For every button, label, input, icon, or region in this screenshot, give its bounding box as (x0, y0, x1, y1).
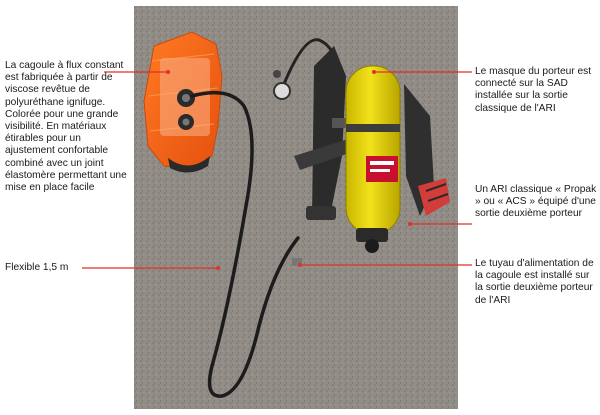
annotation-flexible: Flexible 1,5 m (5, 262, 69, 273)
breathing-apparatus-photo (134, 6, 458, 409)
annotation-cagoule: La cagoule à flux constant est fabriquée à partir de viscose revêtue de polyuréthane ignifuge. Colorée pour une grande visibilité. En matériaux étirables pour un ajustement confortable combiné avec un joint élastomère permettant une mise en place facile (5, 60, 127, 194)
regulator-block (306, 206, 336, 220)
air-cylinder (346, 66, 400, 253)
second-outlet-coupling (292, 258, 302, 266)
cylinder-valve-icon (365, 239, 379, 253)
annotation-tuyau: Le tuyau d'alimentation de la cagoule est installé sur la sortie deuxième porteur de l'ARI (475, 258, 594, 306)
annotation-masque: Le masque du porteur est connecté sur la SAD installée sur la sortie classique de l'ARI (475, 66, 592, 114)
annotation-ari: Un ARI classique « Propak » ou « ACS » équipé d'une sortie deuxième porteur (475, 184, 597, 220)
orange-hood (144, 32, 222, 173)
pressure-gauge-icon (274, 83, 290, 99)
connector-icon (273, 70, 281, 78)
